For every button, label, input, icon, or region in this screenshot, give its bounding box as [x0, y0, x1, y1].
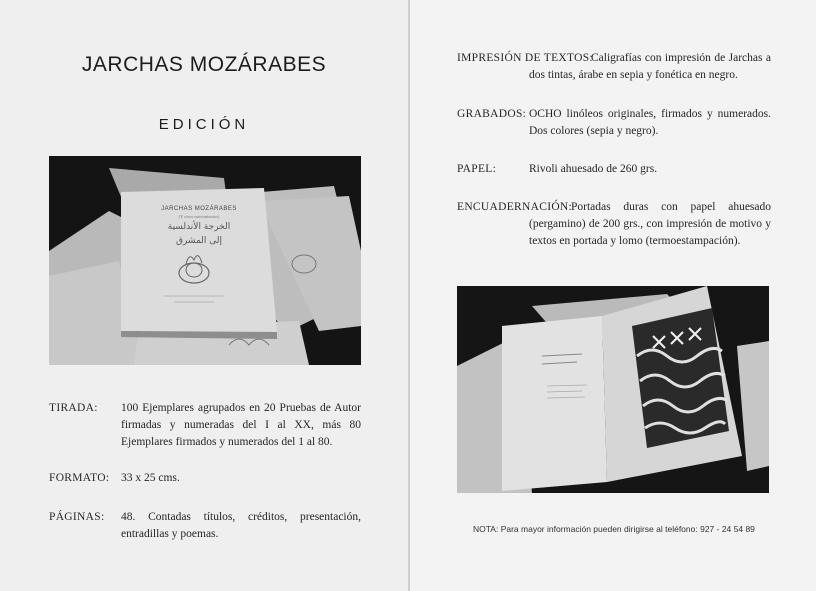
section-subtitle: EDICIÓN [158, 116, 250, 133]
spec-value: OCHO linóleos originales, firmados y numerados. Dos colores (sepia y negro). [529, 108, 771, 137]
spec-impresion [457, 50, 771, 86]
spec-label: FORMATO: [49, 472, 110, 484]
spec-value: 48. Contadas títulos, créditos, presentación, entradillas y poemas. [121, 511, 361, 540]
spec-label: GRABADOS: [457, 108, 527, 120]
spec-grabados [457, 106, 771, 142]
spec-value: Rivoli ahuesado de 260 grs. [529, 163, 658, 175]
spec-label: IMPRESIÓN DE TEXTOS: [457, 52, 593, 64]
contact-note: NOTA: Para mayor información pueden dirigirse al teléfono: 927 - 24 54 89 [473, 524, 755, 534]
cover-title: JARCHAS MOZÁRABES [161, 206, 237, 212]
spec-label: PÁGINAS: [49, 511, 105, 523]
cover-arabic-line-1: الخرجة الأندلسية [167, 222, 231, 232]
spec-tirada [49, 400, 361, 452]
spec-label: TIRADA: [49, 402, 98, 414]
spec-value: Portadas duras con papel ahuesado (pergamino) de 200 grs., con impresión de motivo y textos en portada y lomo (termoestampación). [529, 201, 771, 247]
cover-arabic-line-2: إلى المشرق [175, 236, 223, 246]
spec-value: Caligrafías con impresión de Jarchas a dos tintas, árabe en sepia y fonética en negro. [529, 52, 771, 81]
spec-encuadernacion [457, 199, 771, 253]
cover-subtitle: (Y otros movimientos) [178, 214, 220, 219]
page-fold [408, 0, 410, 591]
spec-value: 33 x 25 cms. [121, 472, 180, 484]
spec-papel [457, 161, 771, 179]
page-title: JARCHAS MOZÁRABES [81, 53, 327, 76]
open-book-photo [457, 286, 769, 493]
spec-paginas [49, 509, 361, 545]
spec-label: PAPEL: [457, 163, 497, 175]
spec-label: ENCUADERNACIÓN: [457, 201, 573, 213]
spec-formato [49, 470, 361, 488]
books-photo [49, 156, 361, 365]
spec-value: 100 Ejemplares agrupados en 20 Pruebas de Autor firmadas y numeradas del I al XX, más 80 Ejemplares firmados y numerados del 1 al 80. [121, 402, 361, 448]
